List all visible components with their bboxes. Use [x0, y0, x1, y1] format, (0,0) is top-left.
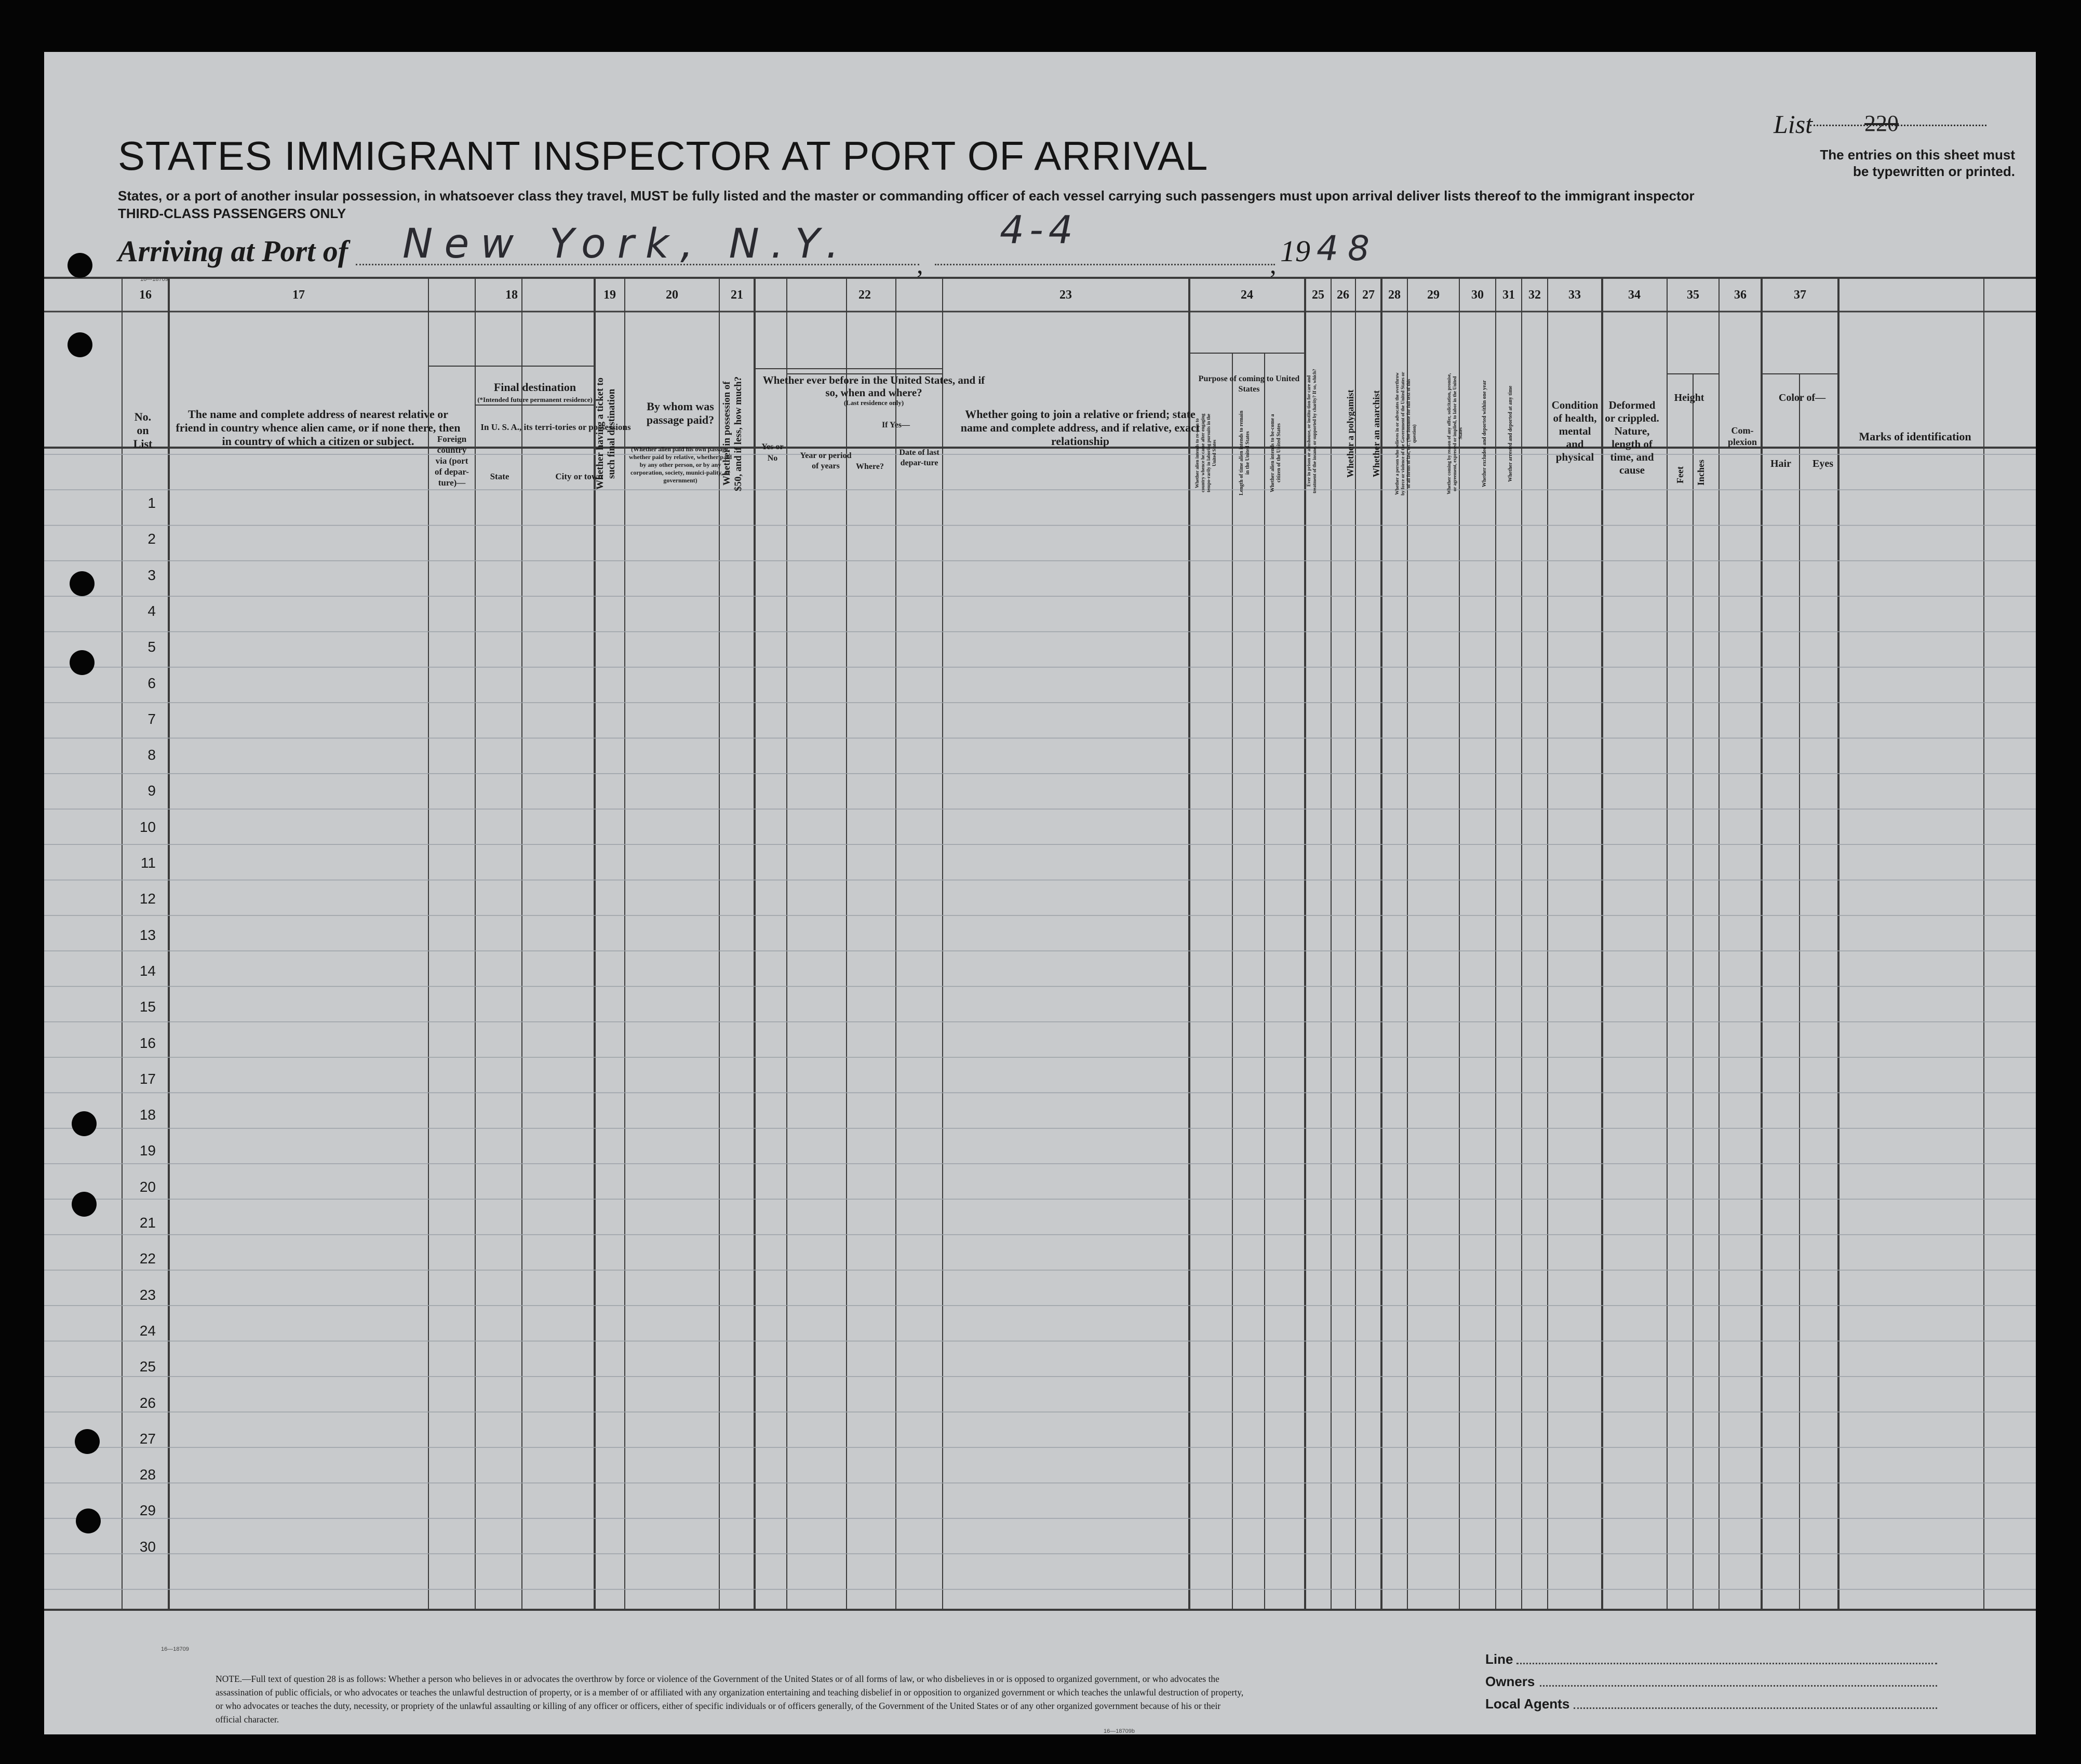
column-number: 17 [292, 288, 305, 302]
column-number: 30 [1471, 288, 1484, 302]
col20-header-sub: (Whether alien paid his own passage, whether paid by relative, whether paid by any other person, or by any corporation, society, munici-pality, or government) [628, 446, 732, 484]
col24-length-header: Length of time alien intends to remain in the United States [1239, 410, 1251, 496]
column-number: 18 [505, 288, 518, 302]
col36-header-title: Color of— [1778, 392, 1826, 403]
local-agents-label: Local Agents [1485, 1696, 1570, 1712]
col27-header: Whether an anarchist [1371, 390, 1381, 477]
column-number: 33 [1568, 288, 1581, 302]
col22-if-yes-header: If Yes— [881, 421, 910, 429]
col24-citizen-header: Whether alien intends to be-come a citizen of the United States [1270, 414, 1282, 492]
col24-return-header: Whether alien intends to re-turn to country whence he came after engaging tempo-rarily in laboring pursuits in the United States [1194, 413, 1217, 493]
row-number: 27 [139, 1430, 156, 1447]
column-number: 29 [1427, 288, 1440, 302]
column-number: 20 [666, 288, 678, 302]
row-number: 13 [139, 926, 156, 943]
row-number: 29 [139, 1502, 156, 1519]
row-number: 30 [139, 1538, 156, 1555]
col32-header: Condition of health, mental and physical [1551, 399, 1599, 463]
col34-header-title: Height [1674, 392, 1704, 403]
row-number: 8 [147, 747, 156, 763]
column-number: 26 [1337, 288, 1349, 302]
row-number: 3 [147, 567, 156, 583]
column-number: 23 [1059, 288, 1072, 302]
punch-hole-icon [72, 1192, 97, 1217]
col22-header-title: Whether ever before in the United States, and if so, when and where? [762, 374, 985, 399]
row-number: 25 [139, 1358, 156, 1375]
col28-header: Whether a person who believes in or advocates the overthrow by force or violence of the Government of the United States or of all forms of law, etc. (See footnote for full text of this question) [1394, 372, 1417, 495]
row-number: 18 [139, 1107, 156, 1123]
col22-date-header: Date of last depar-ture [899, 448, 939, 467]
form-sheet: STATES IMMIGRANT INSPECTOR AT PORT OF ARRIVAL States, or a port of another insular possession, in whatsoever class they travel, MUST be fully listed and the master or commanding officer of each vessel carrying such passengers must upon arrival deliver lists thereof to the immigrant inspector THIRD-CLASS PASSENGERS ONLY List 220 The entries on this sheet must be typewritten or printed. Arriving at Port of , , New York, N.Y. 4-4 19 48 16—18709 16 17 18 19 20 21 22 23 24 25 26 27 28 29 30 31 32 33 34 35 36 37 No. on List The name and complete address of nearest relative or friend in country whence alien came, or if none there, then in country of which a citizen or subject. Final destination (*Intended future permanent residence) Foreign country via (port of depar-ture)— In U. S. A., its terri-tories or possessions State City or town Whether having a ticket to such final destination By whom was passage paid? (Whether alien paid his own passage, whether paid by relative, whether paid by any other person, or by any corporation, society, munici-pality, or government) Whether in possession of $50, and if less, how much? Whether ever before in the United States, and if so, when and where? (Last residence only) Yes or No If Yes— Year or period of years Where? Date of last depar-ture Whether going to join a relative or friend; state name and complete address, and if relative, exact relationship Purpose of coming to United States Whether alien intends to re-turn to country whence he came after engaging tempo-rarily in laboring pursuits in the United States Length of time alien intends to remain in the United States Whether alien intends to be-come a citizen of the United States Ever in prison or almshouse, or institu-tion for care and treatment of the insane, or supported by charity? If so, which? Whether a polygamist Whether an anarchist Whether a person who believes in or advocates the overthrow by force or violence of the Government of the United States or of all forms of law, etc. (See footnote for full text of this question) Whether coming by reason of any offer, solicitation, promise, or agreement, expressed or implied, to labor in the United States Whether excluded and deported within one year Whether arrested and deported at any time Condition of health, mental and physical Deformed or crippled. Nature, length of time, and cause Height Feet Inches Com-plexion Color of— Hair Eyes Marks of identification 1 2 3 4 5 6 7 8 9 10 11 12 13 14 15 16 17 18 19 20 21 22 23 24 25 26 27 28 29 30 16—18709 NOTE.—Full text of question 28 is as follows: Whether a person who believes in or advocates the overthrow by force or violence of the Government of the United States or of all forms of law, or who disbelieves in or is opposed to organized government, or who advocates the assassination of public officials, or who advocates or teaches the unlawful destruction of property, or is a member of or affiliated with any organization entertaining and teaching disbelief in or opposition to organized government or which teaches the unlawful destruction of property, or who advocates or teaches the duty, necessity, or propriety of the unlawful assaulting or killing of any officer or officers, either of specific individuals or of officers generally, of the Government of the United States or of any other organized government because of his or their official character. 16—18709b Line Owners Local Agents [44, 52, 2036, 1734]
col35-header: Com-plexion [1727, 425, 1757, 447]
col17-header: The name and complete address of nearest relative or friend in country whence alien came, or if none there, then in country of which a citizen or subject. [176, 408, 461, 448]
punch-hole-icon [72, 1111, 97, 1136]
row-number: 6 [147, 675, 156, 691]
column-number: 32 [1528, 288, 1541, 302]
list-number[interactable]: 220 [1864, 111, 1899, 136]
column-number: 28 [1388, 288, 1401, 302]
col18-header-sub: (*Intended future permanent residence) [477, 396, 593, 403]
row-number: 10 [139, 818, 156, 835]
col34-feet-header: Feet [1675, 466, 1685, 484]
row-number: 26 [139, 1394, 156, 1411]
row-number: 17 [139, 1070, 156, 1087]
col18-usa-header: In U. S. A., its terri-tories or possessions [480, 422, 631, 432]
column-number: 35 [1687, 288, 1699, 302]
row-number: 28 [139, 1466, 156, 1483]
row-number: 5 [147, 639, 156, 655]
row-number: 19 [139, 1142, 156, 1159]
col18-foreign-header: Foreign country via (port of depar-ture)— [435, 434, 469, 488]
punch-hole-icon [75, 1429, 100, 1454]
col30-header: Whether excluded and deported within one year [1482, 380, 1487, 487]
row-number: 12 [139, 891, 156, 907]
column-number: 27 [1362, 288, 1375, 302]
arriving-port-label: Arriving at Port of [118, 234, 348, 268]
row-number: 1 [147, 495, 156, 511]
column-number: 36 [1734, 288, 1747, 302]
row-number: 9 [147, 783, 156, 799]
col24-header-title: Purpose of coming to United States [1198, 374, 1300, 394]
col22-header-sub: (Last residence only) [843, 399, 904, 407]
punch-hole-icon [68, 253, 92, 278]
col34-inches-header: Inches [1696, 460, 1706, 486]
list-label: List [1774, 110, 1813, 139]
col36-eyes-header: Eyes [1813, 458, 1833, 469]
col31-header: Whether arrested and deported at any time [1508, 385, 1513, 482]
col25-header: Ever in prison or almshouse, or institu-tion for care and treatment of the insane, or supported by charity? If so, which? [1306, 369, 1317, 493]
passenger-class-label: THIRD-CLASS PASSENGERS ONLY [118, 206, 346, 221]
row-number: 4 [147, 602, 156, 619]
col18-header-title: Final destination [493, 381, 576, 394]
punch-hole-icon [70, 571, 95, 596]
row-number: 11 [140, 855, 156, 871]
column-number: 34 [1628, 288, 1641, 302]
punch-hole-icon [76, 1509, 101, 1533]
col18-state-header: State [490, 472, 509, 481]
col18-city-header: City or town [555, 472, 603, 481]
instructions-line-1: The entries on this sheet must [1820, 147, 2015, 163]
column-number: 19 [603, 288, 616, 302]
owners-field[interactable] [1540, 1685, 1937, 1687]
column-number: 16 [139, 288, 152, 302]
row-number: 16 [139, 1034, 156, 1051]
form-code-top: 16—18709 [140, 276, 168, 282]
row-number: 14 [139, 962, 156, 979]
punch-hole-icon [70, 650, 95, 675]
col36-hair-header: Hair [1770, 458, 1791, 469]
handwritten-date-field[interactable]: 4-4 [1000, 208, 1078, 252]
column-number: 21 [731, 288, 743, 302]
punch-hole-icon [68, 332, 92, 357]
row-number: 15 [139, 999, 156, 1015]
row-number: 21 [139, 1215, 156, 1231]
form-code-left: 16—18709 [161, 1646, 189, 1652]
col29-header: Whether coming by reason of any offer, solicitation, promise, or agreement, expressed or implied, to labor in the United States [1446, 373, 1463, 494]
column-number: 24 [1241, 288, 1253, 302]
row-number: 2 [147, 531, 156, 547]
row-number: 23 [139, 1286, 156, 1303]
column-number: 37 [1794, 288, 1806, 302]
column-number: 25 [1312, 288, 1324, 302]
table-grid [44, 52, 2036, 1734]
col19-header: Whether having a ticket to such final destination [595, 377, 617, 490]
col37-header: Marks of identification [1859, 430, 1971, 443]
col16-header: No. on List [133, 410, 153, 450]
form-subtitle: States, or a port of another insular possession, in whatsoever class they travel, MUST be fully listed and the master or commanding officer of each vessel carrying such passengers must upon arrival deliver lists thereof to the immigrant inspector [118, 188, 1695, 204]
column-number: 22 [858, 288, 871, 302]
local-agents-field[interactable] [1574, 1707, 1937, 1709]
question-28-footnote: NOTE.—Full text of question 28 is as follows: Whether a person who believes in or advocates the overthrow by force or violence of the Government of the United States or of all forms of law, or who disbelieves in or is opposed to organized government, or who advocates the assassination of public officials, or who advocates or teaches the unlawful destruction of property, or is a member of or affiliated with any organization entertaining and teaching disbelief in or opposition to organized government or which teaches the unlawful destruction of property, or who advocates or teaches the duty, necessity, or propriety of the unlawful assaulting or killing of any officer or officers, either of specific individuals or of officers generally, of the Government of the United States or of any other organized government because of his or their official character. [216, 1674, 1244, 1725]
col20-header-title: By whom was passage paid? [646, 400, 715, 426]
col33-header: Deformed or crippled. Nature, length of time, and cause [1605, 399, 1659, 476]
row-number: 24 [139, 1322, 156, 1339]
line-label: Line [1485, 1651, 1513, 1667]
owners-label: Owners [1485, 1674, 1535, 1689]
form-title: STATES IMMIGRANT INSPECTOR AT PORT OF ARRIVAL [118, 133, 1209, 179]
row-number: 7 [147, 710, 156, 727]
row-number: 20 [139, 1178, 156, 1195]
column-number: 31 [1502, 288, 1515, 302]
handwritten-port-field[interactable]: New York, N.Y. [402, 221, 851, 267]
col21-header: Whether in possession of $50, and if less, how much? [721, 376, 744, 491]
col22-yes-no-header: Yes or No [761, 442, 784, 463]
col23-header: Whether going to join a relative or friend; state name and complete address, and if relative, exact relationship [960, 408, 1200, 448]
row-number: 22 [139, 1250, 156, 1267]
handwritten-year-field[interactable]: 48 [1317, 228, 1379, 268]
line-field[interactable] [1516, 1663, 1937, 1664]
instructions-line-2: be typewritten or printed. [1852, 164, 2015, 179]
col22-year-header: Year or period of years [800, 451, 852, 470]
year-prefix: 19 [1280, 234, 1310, 268]
col22-where-header: Where? [856, 462, 884, 471]
col26-header: Whether a polygamist [1345, 389, 1355, 478]
form-code-note: 16—18709b [1104, 1728, 1135, 1734]
